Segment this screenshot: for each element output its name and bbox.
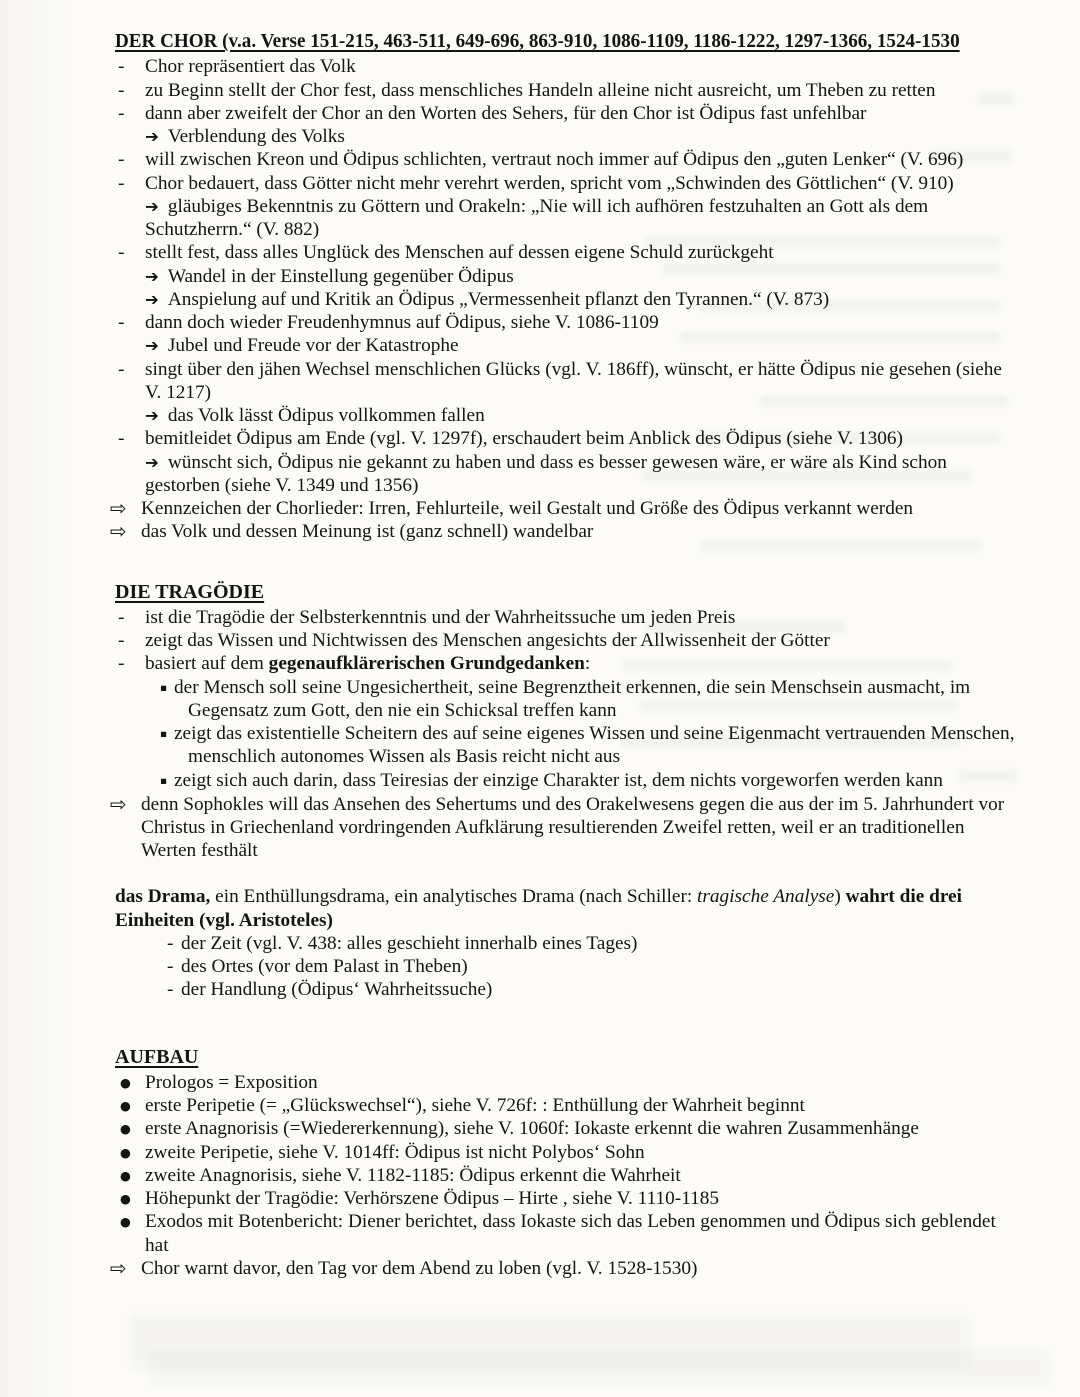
line-text — [145, 1071, 1020, 1094]
bleedthrough-artifact — [130, 1315, 970, 1370]
list-item — [115, 358, 1020, 405]
line-text — [174, 676, 1020, 723]
line-text — [145, 1187, 1020, 1210]
text-run: des Ortes (vor dem Palast in Theben) — [181, 956, 468, 977]
double-arrow-icon: ⇨ — [110, 496, 127, 520]
text-run: denn Sophokles will das Ansehen des Sehertums und des Orakelwesens gegen die aus der im 5. Jahrhundert vor Christus in Griechenland vordringenden Aufklärung resultierenden Zweifel retten, weil er an traditionellen Werten festhält — [141, 793, 1005, 861]
dash-bullet: - — [118, 428, 125, 450]
double-arrow-icon: ⇨ — [110, 519, 127, 544]
line-text — [168, 335, 459, 356]
arrow-icon: ➔ — [145, 336, 159, 356]
text-run: zweite Anagnorisis, siehe V. 1182-1185: Ödipus erkennt die Wahrheit — [145, 1164, 681, 1186]
dash-bullet: - — [118, 172, 125, 194]
text-run: zeigt das existentielle Scheitern des auf seine eigenes Wissen und seine Eigenmacht vertrauenden Menschen, menschlich autonomes Wissen als Basis reicht nicht aus — [174, 723, 1015, 768]
text-run: wahrt die drei Einheiten (vgl. Aristoteles) — [115, 886, 962, 931]
section-aufbau — [110, 1045, 1020, 1281]
line-text — [115, 886, 962, 930]
list-item — [115, 1094, 1020, 1117]
list-item — [115, 195, 1020, 242]
text-run: tragische Analyse — [697, 886, 835, 908]
list-item — [115, 265, 1020, 288]
document-content — [110, 30, 1020, 1280]
list-item — [115, 125, 1020, 148]
list-item — [115, 451, 1020, 498]
section-die-tragoedie — [110, 580, 1020, 863]
list-item — [115, 334, 1020, 357]
line-text — [145, 172, 1020, 195]
line-text — [145, 55, 1020, 78]
line-text — [174, 769, 1020, 792]
list-item — [115, 311, 1020, 334]
line-text — [141, 520, 1020, 543]
line-text — [145, 241, 1020, 264]
line-text — [181, 955, 1020, 978]
list-item — [115, 172, 1020, 195]
text-run: Prologos = Exposition — [145, 1071, 318, 1093]
text-run: Chor warnt davor, den Tag vor dem Abend zu loben (vgl. V. 1528-1530) — [141, 1257, 698, 1279]
text-run: dann doch wieder Freudenhymnus auf Ödipus, siehe V. 1086-1109 — [145, 312, 659, 333]
text-run: das Drama, — [115, 886, 211, 908]
dash-bullet: - — [118, 79, 125, 101]
text-run: Anspielung auf und Kritik an Ödipus „Vermessenheit pflanzt den Tyrannen.“ (V. 873) — [167, 288, 830, 310]
text-run: bemitleidet Ödipus am Ende (vgl. V. 1297f), erschaudert beim Anblick des Ödipus (siehe V. 1306) — [145, 428, 903, 450]
text-run: erste Anagnorisis (=Wiedererkennung), siehe V. 1060f: Iokaste erkennt die wahren Zusammenhänge — [145, 1118, 919, 1140]
line-text — [145, 148, 1020, 171]
text-run: Kennzeichen der Chorlieder: Irren, Fehlurteile, weil Gestalt und Größe des Ödipus verkannt werden — [141, 498, 914, 519]
text-run: dann aber zweifelt der Chor an den Worten des Sehers, für den Chor ist Ödipus fast unfehlbar — [145, 102, 867, 124]
dash-bullet: - — [167, 979, 174, 1001]
bleedthrough-artifact — [150, 1350, 1050, 1385]
line-text — [145, 311, 1020, 334]
line-text — [145, 1210, 1020, 1257]
list-item — [115, 241, 1020, 264]
list-item — [110, 519, 1020, 544]
list-item — [115, 676, 1020, 723]
text-run: zu Beginn stellt der Chor fest, dass menschliches Handeln alleine nicht ausreicht, um Theben zu retten — [145, 79, 936, 101]
list-item — [115, 652, 1020, 675]
dash-bullet: - — [167, 956, 174, 977]
list-item — [115, 606, 1020, 629]
line-text — [145, 1141, 1020, 1164]
dot-bullet: ● — [120, 1098, 131, 1113]
line-text — [145, 102, 1020, 125]
list-item — [115, 55, 1020, 78]
list-item — [115, 102, 1020, 125]
arrow-icon: ➔ — [145, 452, 159, 472]
list-item — [115, 1117, 1020, 1140]
text-run: will zwischen Kreon und Ödipus schlichten, vertraut noch immer auf Ödipus den „guten Lenker“ (V. 696) — [145, 149, 964, 171]
line-text — [145, 358, 1020, 405]
text-run: singt über den jähen Wechsel menschlichen Glücks (vgl. V. 186ff), wünscht, er hätte Ödipus nie gesehen (siehe V. 1217) — [145, 358, 1002, 403]
list-item — [115, 1071, 1020, 1094]
text-run: basiert auf dem — [145, 653, 269, 675]
text-run: erste Peripetie (= „Glückswechsel“), siehe V. 726f: : Enthüllung der Wahrheit beginnt — [145, 1095, 805, 1116]
dash-bullet: - — [118, 149, 125, 171]
text-run: stellt fest, dass alles Unglück des Menschen auf dessen eigene Schuld zurückgeht — [145, 242, 774, 264]
list-item — [110, 791, 1020, 863]
text-run: Jubel und Freude vor der Katastrophe — [167, 335, 459, 357]
line-text — [181, 932, 1020, 955]
list-item — [115, 1210, 1020, 1257]
text-run: das Volk und dessen Meinung ist (ganz schnell) wandelbar — [141, 521, 594, 543]
arrow-icon: ➔ — [145, 289, 159, 309]
dash-bullet: - — [118, 312, 125, 333]
list-item — [115, 404, 1020, 427]
square-bullet: ▪ — [160, 774, 168, 787]
text-run: gegenaufklärerischen Grundgedanken — [268, 653, 585, 675]
paragraph — [115, 885, 1020, 932]
dash-bullet: - — [118, 56, 125, 78]
dash-bullet: - — [118, 102, 125, 124]
square-bullet: ▪ — [160, 681, 168, 694]
list-item — [115, 1187, 1020, 1210]
list-item — [115, 629, 1020, 652]
line-text — [145, 606, 1020, 629]
list-item — [115, 79, 1020, 102]
dash-bullet: - — [118, 630, 125, 651]
line-text — [145, 629, 1020, 652]
line-text — [141, 1257, 1020, 1280]
arrow-icon: ➔ — [145, 196, 159, 216]
list-item — [115, 288, 1020, 311]
line-text — [168, 405, 485, 426]
list-item — [115, 978, 1020, 1001]
dash-bullet: - — [118, 606, 125, 628]
section-drama-einheiten — [115, 885, 1020, 1001]
line-text — [168, 126, 345, 147]
line-text — [145, 427, 1020, 450]
list-item — [115, 1164, 1020, 1187]
dash-bullet: - — [167, 932, 174, 954]
text-run: Chor bedauert, dass Götter nicht mehr verehrt werden, spricht vom „Schwinden des Göttlichen“ (V. 910) — [145, 172, 954, 194]
text-run: Wandel in der Einstellung gegenüber Ödipus — [167, 265, 514, 287]
list-item — [115, 955, 1020, 978]
arrow-icon: ➔ — [145, 127, 159, 146]
dot-bullet: ● — [120, 1214, 131, 1230]
list-item — [115, 769, 1020, 793]
line-text — [141, 497, 1020, 520]
arrow-icon: ➔ — [145, 406, 159, 425]
dot-bullet: ● — [120, 1167, 131, 1183]
text-run: gläubiges Bekenntnis zu Göttern und Orakeln: „Nie will ich aufhören festzuhalten an Gott als dem Schutzherrn.“ (V. 882) — [145, 195, 929, 240]
text-run: wünscht sich, Ödipus nie gekannt zu haben und dass es besser gewesen wäre, er wäre als Kind schon gestorben (siehe V. 1349 und 1356) — [145, 451, 947, 496]
dot-bullet: ● — [120, 1121, 131, 1137]
dot-bullet: ● — [120, 1191, 131, 1206]
line-text — [181, 978, 1020, 1001]
line-text — [145, 652, 1020, 675]
text-run: Chor repräsentiert das Volk — [145, 56, 356, 78]
double-arrow-icon: ⇨ — [110, 791, 127, 816]
text-run: der Handlung (Ödipus‘ Wahrheitssuche) — [181, 979, 493, 1001]
dash-bullet: - — [118, 242, 125, 264]
text-run: Verblendung des Volks — [167, 126, 345, 147]
line-text — [145, 1094, 1020, 1117]
text-run: der Mensch soll seine Ungesichertheit, seine Begrenztheit erkennen, die sein Menschsein ausmacht, im Gegensatz zum Gott, den nie ein Schicksal treffen kann — [174, 676, 971, 721]
double-arrow-icon: ⇨ — [110, 1255, 127, 1280]
list-item — [115, 1141, 1020, 1164]
square-bullet: ▪ — [160, 728, 168, 740]
text-run: der Zeit (vgl. V. 438: alles geschieht innerhalb eines Tages) — [181, 932, 638, 954]
section-heading-die-tragoedie: DIE TRAGÖDIE — [115, 580, 265, 603]
list-item — [115, 148, 1020, 171]
list-item — [115, 932, 1020, 955]
dot-bullet: ● — [120, 1144, 131, 1160]
text-run: ) — [834, 886, 846, 908]
text-run: zeigt das Wissen und Nichtwissen des Menschen angesichts der Allwissenheit der Götter — [145, 630, 830, 651]
text-run: ist die Tragödie der Selbsterkenntnis und der Wahrheitssuche um jeden Preis — [145, 606, 736, 628]
line-text — [168, 289, 829, 310]
dot-bullet: ● — [120, 1074, 131, 1090]
list-item — [115, 427, 1020, 450]
text-run: zweite Peripetie, siehe V. 1014ff: Ödipus ist nicht Polybos‘ Sohn — [145, 1141, 645, 1163]
dash-bullet: - — [118, 358, 125, 380]
line-text — [145, 79, 1020, 102]
list-item — [115, 722, 1020, 769]
text-run: das Volk lässt Ödipus vollkommen fallen — [167, 405, 485, 426]
section-der-chor — [110, 30, 1020, 544]
text-run: Exodos mit Botenbericht: Diener berichtet, dass Iokaste sich das Leben genommen und Ödipus sich geblendet hat — [145, 1211, 996, 1256]
text-run: zeigt sich auch darin, dass Teiresias der einzige Charakter ist, dem nichts vorgeworfen werden kann — [174, 769, 943, 791]
text-run: : — [584, 653, 591, 675]
list-item — [110, 496, 1020, 520]
line-text — [145, 1164, 1020, 1187]
line-text — [145, 1117, 1020, 1140]
text-run: ein Enthüllungsdrama, ein analytisches Drama (nach Schiller: — [210, 886, 698, 908]
text-run: Höhepunkt der Tragödie: Verhörszene Ödipus – Hirte , siehe V. 1110-1185 — [145, 1188, 720, 1209]
line-text — [145, 452, 947, 496]
dash-bullet: - — [118, 653, 125, 675]
line-text — [168, 266, 514, 287]
line-text — [141, 793, 1020, 863]
section-heading-der-chor: DER CHOR (v.a. Verse 151-215, 463-511, 649-696, 863-910, 1086-1109, 1186-1222, 1297-1366, 1524-1530 — [115, 30, 960, 52]
list-item — [110, 1255, 1020, 1280]
section-heading-aufbau: AUFBAU — [115, 1045, 199, 1068]
arrow-icon: ➔ — [145, 266, 159, 286]
line-text — [145, 196, 928, 240]
line-text — [174, 722, 1020, 769]
